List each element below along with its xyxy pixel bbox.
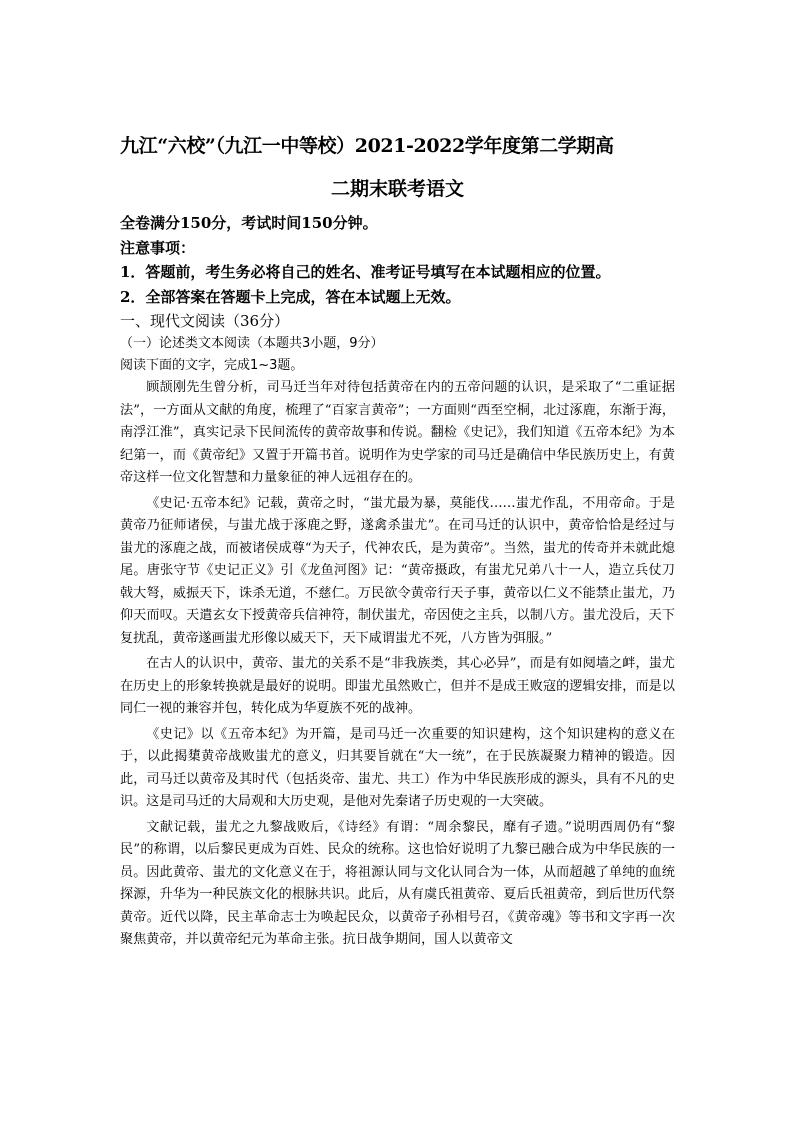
score-time-info: 全卷满分150分，考试时间150分钟。 (120, 214, 378, 232)
subsection-heading: （一）论述类文本阅读（本题共3小题，9分） (120, 336, 384, 351)
passage-paragraph-4: 《史记》以《五帝本纪》为开篇，是司马迁一次重要的知识建构，这个知识建构的意义在于，以此揭橥黄帝战败蚩尤的意义，归其要旨就在“大一统”，在于民族凝聚力精神的锻造。因此，司马迁以黄帝及其时代（包括炎帝、蚩尤、共工）作为中华民族形成的源头，具有不凡的史识。这是司马迁的大局观和大历史观，是他对先秦诸子历史观的一大突破。 (120, 726, 675, 809)
exam-title-line-1: 九江“六校”（九江一中等校）2021-2022学年度第二学期高 (120, 135, 614, 157)
notice-item-1: 1．答题前，考生务必将自己的姓名、准考证号填写在本试题相应的位置。 (120, 263, 611, 281)
section-heading-part-one: 一、现代文阅读（36分） (120, 312, 290, 330)
passage-paragraph-1: 顾颉刚先生曾分析，司马迁当年对待包括黄帝在内的五帝问题的认识，是采取了“二重证据法”，一方面从文献的角度，梳理了“百家言黄帝”；一方面则“西至空桐，北过涿鹿，东渐于海，南浮江淮”，真实记录下民间流传的黄帝故事和传说。翻检《史记》，我们知道《五帝本纪》为本纪第一，而《黄帝纪》又置于开篇书首。说明作为史学家的司马迁是确信中华民族历史上，有黄帝这样一位文化智慧和力量象征的神人远祖存在的。 (120, 380, 675, 485)
exam-page (120, 125, 675, 955)
passage-paragraph-2: 《史记·五帝本纪》记载，黄帝之时，“蚩尤最为暴，莫能伐……蚩尤作乱，不用帝命。于是黄帝乃征师诸侯，与蚩尤战于涿鹿之野，遂禽杀蚩尤”。在司马迁的认识中，黄帝恰恰是经过与蚩尤的涿鹿之战，而被诸侯成尊“为天子，代神农氏，是为黄帝”。当然，蚩尤的传奇并未就此熄尾。唐张守节《史记正义》引《龙鱼河图》记：“黄帝摄政，有蚩尤兄弟八十一人，造立兵仗刀戟大弩，威振天下，诛杀无道，不慈仁。万民欲令黄帝行天子事，黄帝以仁义不能禁止蚩尤，乃仰天而叹。天遣玄女下授黄帝兵信神符，制伏蚩尤，帝因使之主兵，以制八方。蚩尤没后，天下复扰乱，黄帝遂画蚩尤形像以威天下，天下咸谓蚩尤不死，八方皆为弭服。” (120, 495, 675, 646)
passage-paragraph-5: 文献记载，蚩尤之九黎战败后，《诗经》有谓：“周余黎民，靡有孑遗。”说明西周仍有“黎民”的称谓，以后黎民更成为百姓、民众的统称。这也恰好说明了九黎已融合成为中华民族的一员。因此黄帝、蚩尤的文化意义在于，将祖源认同与文化认同合为一体，从而超越了单纯的血统探源，升华为一种民族文化的根脉共识。此后，从有虞氏祖黄帝、夏后氏祖黄帝，到后世历代祭黄帝。近代以降，民主革命志士为唤起民众，以黄帝子孙相号召，《黄帝魂》等书和文字再一次聚焦黄帝，并以黄帝纪元为革命主张。抗日战争期间，国人以黄帝文 (120, 819, 675, 947)
reading-instruction: 阅读下面的文字，完成1~3题。 (120, 358, 304, 373)
passage-paragraph-3: 在古人的认识中，黄帝、蚩尤的关系不是“非我族类，其心必异”，而是有如阋墙之衅，蚩尤在历史上的形象转换就是最好的说明。即蚩尤虽然败亡，但并不是成王败寇的逻辑安排，而是以同仁一视的兼容并包，转化成为华夏族不死的战神。 (120, 656, 675, 716)
notice-label: 注意事项： (120, 238, 196, 257)
notice-item-2: 2．全部答案在答题卡上完成，答在本试题上无效。 (120, 287, 461, 306)
exam-title-line-2: 二期末联考语文 (330, 178, 464, 200)
